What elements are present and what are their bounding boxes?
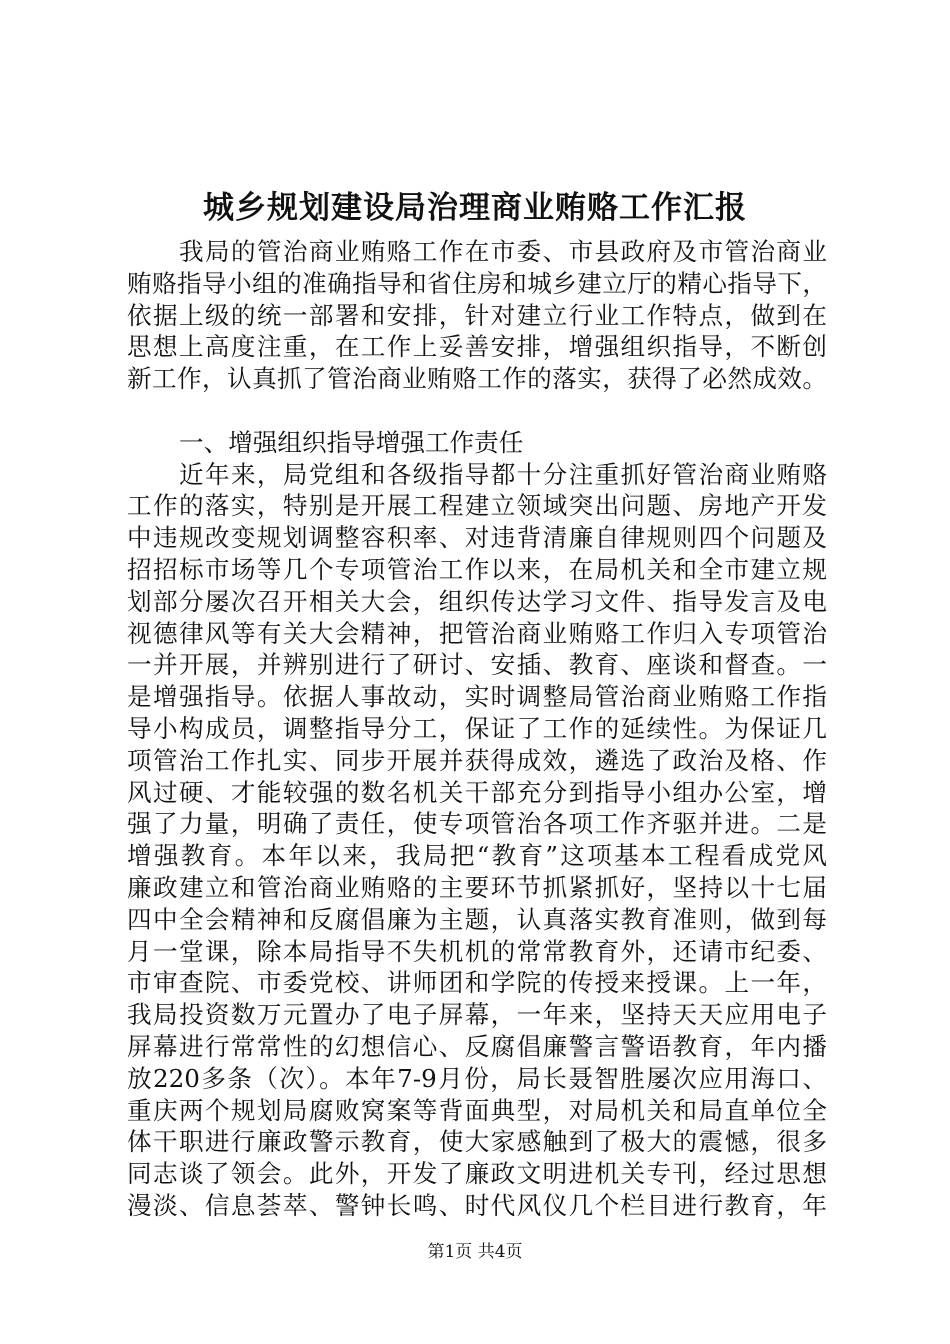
section-line: 四中全会精神和反腐倡廉为主题，认真落实教育准则，做到每: [127, 904, 827, 934]
section-heading: 一、增强组织指导增强工作责任: [179, 427, 524, 457]
section-line: 视德律风等有关大会精神，把管治商业贿赂工作归入专项管治: [127, 618, 827, 648]
section-line: 招招标市场等几个专项管治工作以来，在局机关和全市建立规: [127, 554, 827, 584]
section-line: 同志谈了领会。此外，开发了廉政文明进机关专刊，经过思想: [127, 1159, 827, 1189]
section-line: 廉政建立和管治商业贿赂的主要环节抓紧抓好，坚持以十七届: [127, 872, 827, 902]
section-line: 导小构成员，调整指导分工，保证了工作的延续性。为保证几: [127, 713, 827, 743]
intro-line: 我局的管治商业贿赂工作在市委、市县政府及市管治商业: [179, 237, 827, 266]
document-title: 城乡规划建设局治理商业贿赂工作汇报: [203, 190, 747, 226]
page-footer: 第1页 共4页: [427, 1242, 523, 1262]
section-line: 体干职进行廉政警示教育，使大家感触到了极大的震憾，很多: [127, 1127, 827, 1157]
section-line: 划部分屡次召开相关大会，组织传达学习文件、指导发言及电: [127, 586, 827, 616]
section-line: 漫淡、信息荟萃、警钟长鸣、时代风仪几个栏目进行教育，年: [127, 1190, 827, 1220]
intro-line: 思想上高度注重，在工作上妥善安排，增强组织指导，不断创: [127, 332, 827, 362]
section-line: 项管治工作扎实、同步开展并获得成效，遴选了政治及格、作: [127, 745, 827, 775]
section-line: 月一堂课，除本局指导不失机机的常常教育外，还请市纪委、: [127, 936, 827, 966]
section-line: 屏幕进行常常性的幻想信心、反腐倡廉警言警语教育，年内播: [127, 1031, 827, 1061]
section-line: 市审查院、市委党校、讲师团和学院的传授来授课。上一年，: [127, 968, 827, 998]
section-line: 中违规改变规划调整容积率、对违背清廉自律规则四个问题及: [127, 523, 827, 553]
intro-line: 新工作，认真抓了管治商业贿赂工作的落实，获得了必然成效。: [127, 364, 827, 394]
section-line: 增强教育。本年以来，我局把“教育”这项基本工程看成党风: [127, 841, 827, 871]
document-body: [127, 236, 827, 1222]
section-line: 重庆两个规划局腐败窝案等背面典型，对局机关和局直单位全: [127, 1095, 827, 1125]
section-line: 我局投资数万元置办了电子屏幕，一年来，坚持天天应用电子: [127, 1000, 827, 1030]
paragraph-gap: [127, 395, 827, 427]
intro-line: 依据上级的统一部署和安排，针对建立行业工作特点，做到在: [127, 300, 827, 330]
section-line: 是增强指导。依据人事故动，实时调整局管治商业贿赂工作指: [127, 682, 827, 712]
intro-line: 贿赂指导小组的准确指导和省住房和城乡建立厅的精心指导下，: [127, 268, 827, 298]
section-line: 一并开展，并辨别进行了研讨、安插、教育、座谈和督查。一: [127, 650, 827, 680]
section-line: 放220多条（次）。本年7-9月份，局长聂智胜屡次应用海口、: [127, 1063, 827, 1093]
section-line: 风过硬、才能较强的数名机关干部充分到指导小组办公室，增: [127, 777, 827, 807]
section-line: 强了力量，明确了责任，使专项管治各项工作齐驱并进。二是: [127, 809, 827, 839]
section-line: 工作的落实，特别是开展工程建立领域突出问题、房地产开发: [127, 491, 827, 521]
section-line: 近年来，局党组和各级指导都十分注重抓好管治商业贿赂: [179, 459, 827, 489]
